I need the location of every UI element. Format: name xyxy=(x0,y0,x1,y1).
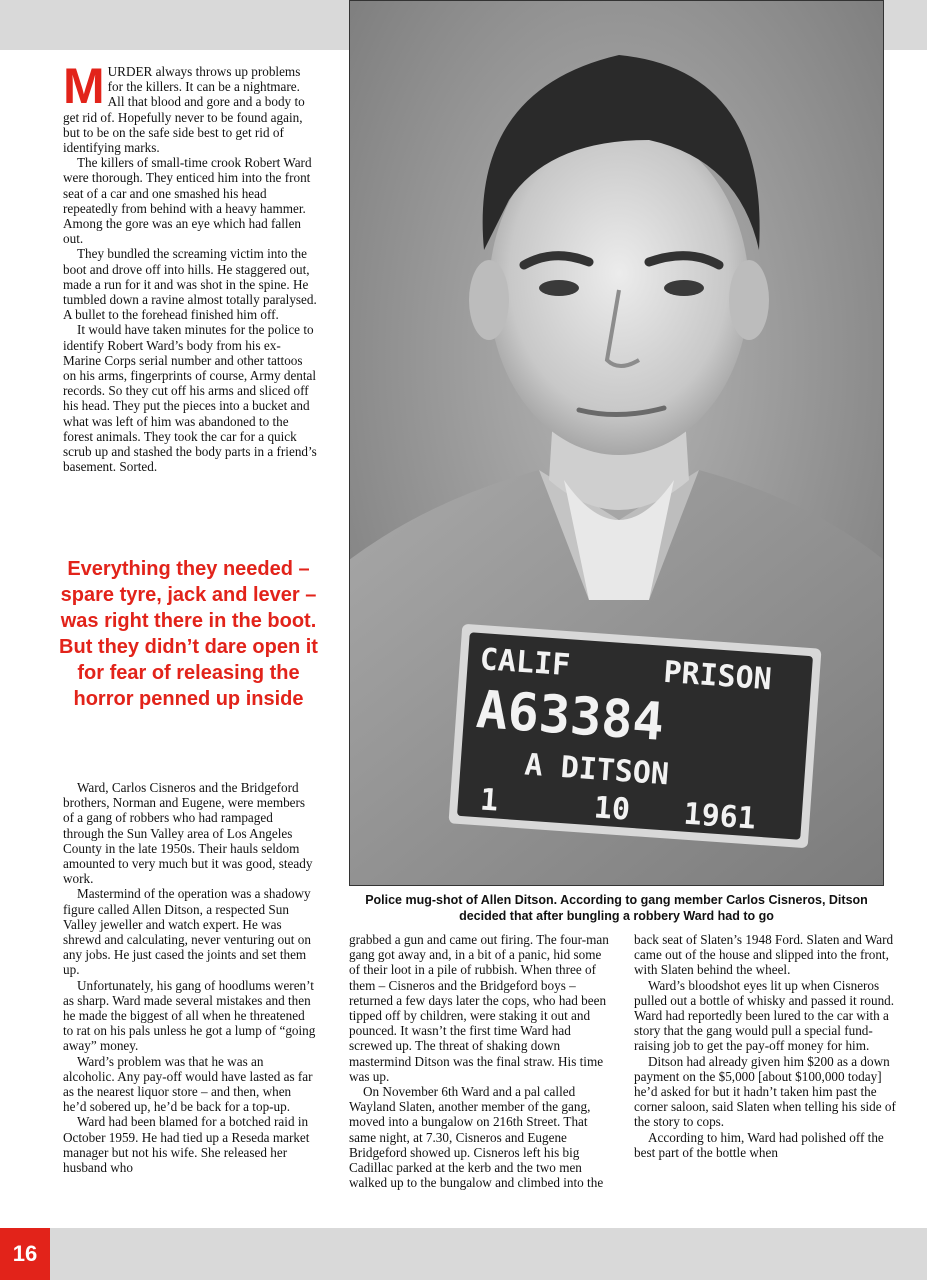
paragraph: Unfortunately, his gang of hoodlums weren’t as sharp. Ward made several mistakes and then he made the biggest of all when he threatened to rat on his pals unless he got a lump of “going away” money. xyxy=(63,977,316,1054)
paragraph: The killers of small-time crook Robert Ward were thorough. They enticed him into the front seat of a car and one smashed his head repeatedly from behind with a heavy hammer. Among the gore was an eye which had fallen out. xyxy=(63,155,312,247)
article-column-2 xyxy=(349,932,611,1190)
placard-line3: A DITSON xyxy=(523,747,671,793)
paragraph: Ward, Carlos Cisneros and the Bridgeford brothers, Norman and Eugene, were members of a gang of robbers who had rampaged through the Sun Valley area of Los Angeles County in the late 1950s. Their hauls seldom amounted to very much but it was good, steady work. xyxy=(63,780,313,887)
placard-line1-left: CALIF xyxy=(478,642,572,684)
mugshot-illustration xyxy=(349,0,884,886)
paragraph: grabbed a gun and came out firing. The four-man gang got away and, in a bit of a panic, hid some of their loot in a pile of rubbish. When three of them – Cisneros and the Bridgeford boys – returned a few days later the cops, who had been tipped off by children, were staking it out and pounced. It wasn’t the first time Ward had screwed up. The threat of shaking down mastermind Ditson was the final straw. His time was up. xyxy=(349,932,609,1084)
paragraph: On November 6th Ward and a pal called Wayland Slaten, another member of the gang, moved into a bungalow on 216th Street. That same night, at 7.30, Cisneros and Eugene Bridgeford showed up. Cisneros left his big Cadillac parked at the kerb and the two men walked up to the bungalow and climbed into the xyxy=(349,1084,604,1191)
paragraph: Ward’s bloodshot eyes lit up when Cisneros pulled out a bottle of whisky and passed it round. Ward had reportedly been lured to the car with a story that the gang would pull a special fund-raising job to get the pay-off money for him. xyxy=(634,977,895,1054)
bottom-band xyxy=(0,1228,927,1280)
article-column-1 xyxy=(63,58,317,475)
paragraph: Mastermind of the operation was a shadowy figure called Allen Ditson, a respected Sun Valley jeweller and watch expert. He was shrewd and calculating, never venturing out on any jobs. He just cased the joints and set them up. xyxy=(63,886,311,978)
page-number: 16 xyxy=(0,1228,50,1280)
paragraph: They bundled the screaming victim into the boot and drove off into hills. He staggered out, made a run for it and was shot in the spine. He tumbled down a ravine almost totally paralysed. A bullet to the forehead finished him off. xyxy=(63,246,317,323)
paragraph: back seat of Slaten’s 1948 Ford. Slaten and Ward came out of the house and slipped into the front, with Slaten behind the wheel. xyxy=(634,932,894,978)
placard-line4-left: 1 xyxy=(478,782,500,819)
paragraph: Ward had been blamed for a botched raid in October 1959. He had tied up a Reseda market manager but not his wife. She released her husband who xyxy=(63,1114,310,1176)
placard-line1-right: PRISON xyxy=(662,654,773,698)
mugshot-photo xyxy=(349,0,884,886)
placard-line2: A63384 xyxy=(474,679,666,753)
drop-cap: M xyxy=(63,58,105,114)
paragraph: Ditson had already given him $200 as a down payment on the $5,000 [about $100,000 today] he’d asked for but it hadn’t taken him past the corner saloon, said Slaten when telling his side of the story to cops. xyxy=(634,1053,896,1130)
paragraph: URDER always throws up problems for the killers. It can be a nightmare. All that blood and gore and a body to get rid of. Hopefully never to be found again, but to be on the safe side best to get rid of identifying marks. xyxy=(63,64,305,156)
article-column-3 xyxy=(634,932,896,1160)
photo-caption: Police mug-shot of Allen Ditson. According to gang member Carlos Cisneros, Ditson decided that after bungling a robbery Ward had to go xyxy=(365,893,868,923)
paragraph: Ward’s problem was that he was an alcoholic. Any pay-off would have lasted as far as the nearest liquor store – and then, when he’d sobered up, he’d be back for a top-up. xyxy=(63,1053,313,1115)
paragraph: It would have taken minutes for the police to identify Robert Ward’s body from his ex-Marine Corps serial number and other tattoos on his arms, fingerprints of course, Army dental records. So they cut off his arms and sliced off his head. They put the pieces into a bucket and what was left of him was abandoned to the forest animals. They took the car for a quick scrub up and stashed the body parts in a friend’s basement. Sorted. xyxy=(63,322,317,475)
article-column-1-continued xyxy=(63,780,317,1175)
placard-line4-right: 1961 xyxy=(682,796,757,837)
pull-quote: Everything they needed – spare tyre, jack and lever – was right there in the boot. But they didn’t dare open it for fear of releasing the horror penned up inside xyxy=(59,558,318,710)
placard-line4-mid: 10 xyxy=(592,790,632,828)
paragraph: According to him, Ward had polished off the best part of the bottle when xyxy=(634,1129,884,1160)
